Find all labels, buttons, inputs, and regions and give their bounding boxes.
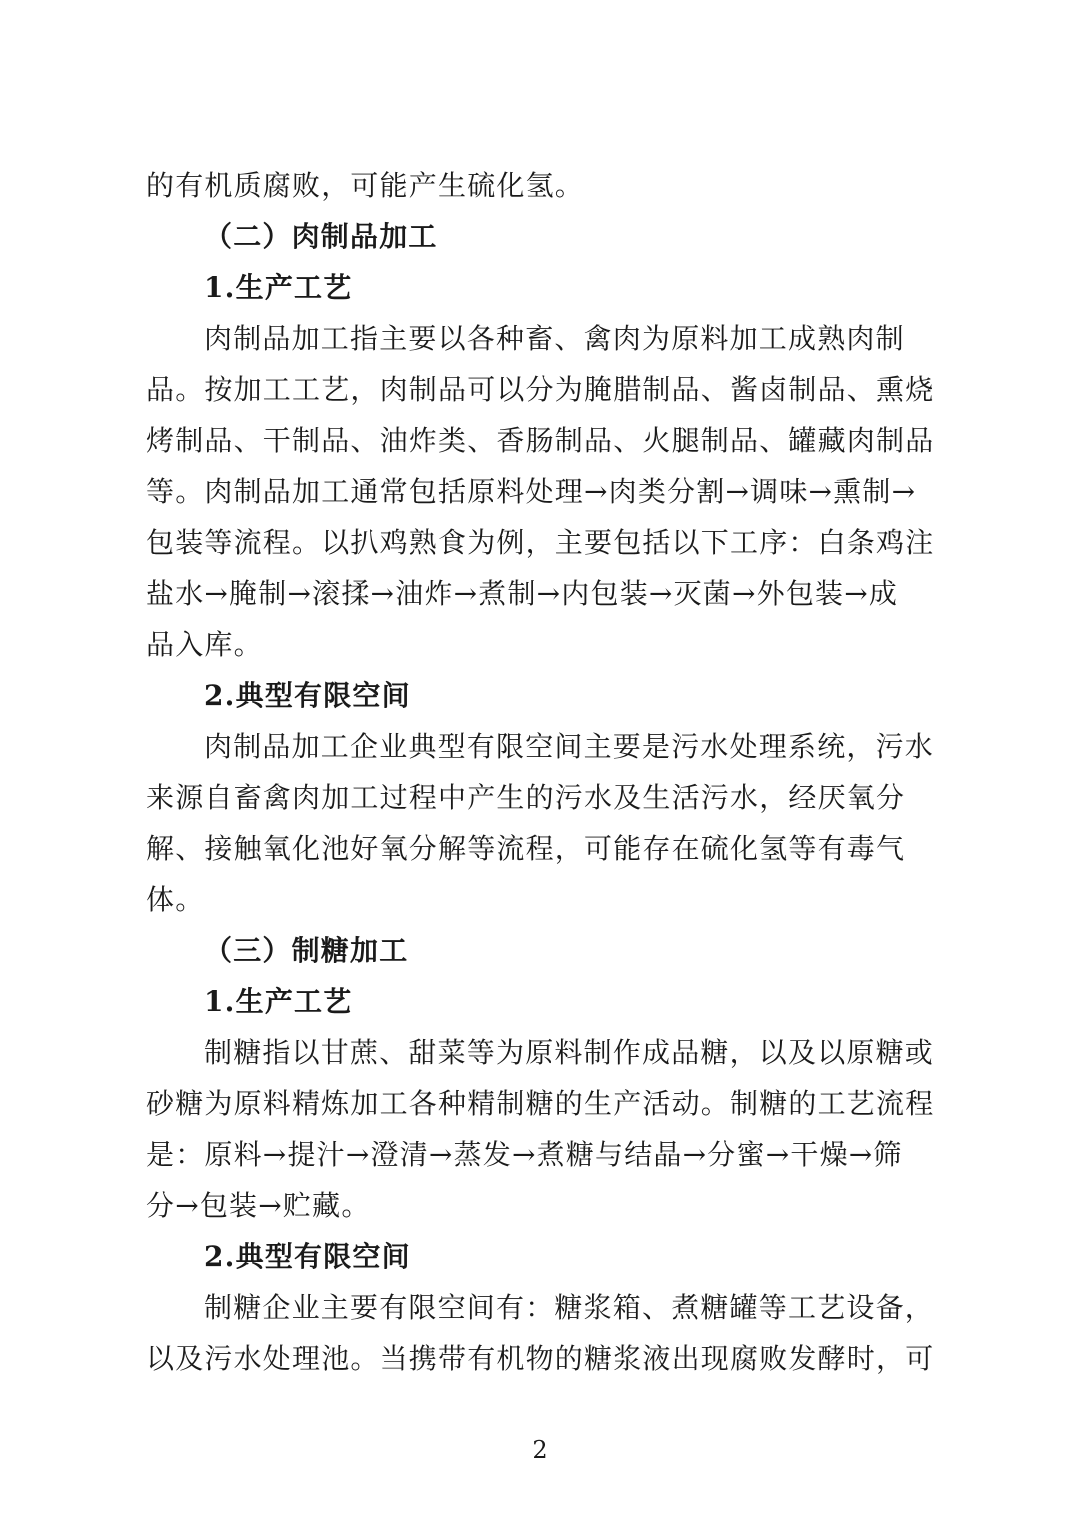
paragraph-line: 肉制品加工企业典型有限空间主要是污水处理系统，污水	[204, 730, 935, 763]
subsection-heading: 2.典型有限空间	[204, 1240, 411, 1273]
paragraph-line: 品入库。	[146, 628, 263, 661]
section-heading: （三）制糖加工	[204, 934, 409, 967]
paragraph-line: 砂糖为原料精炼加工各种精制糖的生产活动。制糖的工艺流程	[146, 1087, 935, 1120]
paragraph-line: 等。肉制品加工通常包括原料处理→肉类分割→调味→熏制→	[146, 475, 917, 508]
paragraph-line: 的有机质腐败，可能产生硫化氢。	[146, 169, 585, 202]
paragraph-line: 制糖企业主要有限空间有：糖浆箱、煮糖罐等工艺设备，	[204, 1291, 935, 1324]
paragraph-line: 以及污水处理池。当携带有机物的糖浆液出现腐败发酵时，可	[146, 1342, 935, 1375]
page-number: 2	[532, 1436, 548, 1464]
subsection-heading: 1.生产工艺	[204, 271, 353, 304]
paragraph-line: 盐水→腌制→滚揉→油炸→煮制→内包装→灭菌→外包装→成	[146, 577, 899, 610]
section-heading: （二）肉制品加工	[204, 220, 438, 253]
paragraph-line: 体。	[146, 883, 205, 916]
paragraph-line: 是：原料→提汁→澄清→蒸发→煮糖与结晶→分蜜→干燥→筛	[146, 1138, 903, 1171]
paragraph-line: 分→包装→贮藏。	[146, 1189, 371, 1222]
paragraph-line: 肉制品加工指主要以各种畜、禽肉为原料加工成熟肉制	[204, 322, 905, 355]
paragraph-line: 包装等流程。以扒鸡熟食为例，主要包括以下工序：白条鸡注	[146, 526, 935, 559]
paragraph-line: 解、接触氧化池好氧分解等流程，可能存在硫化氢等有毒气	[146, 832, 906, 865]
paragraph-line: 品。按加工工艺，肉制品可以分为腌腊制品、酱卤制品、熏烧	[146, 373, 935, 406]
paragraph-line: 制糖指以甘蔗、甜菜等为原料制作成品糖，以及以原糖或	[204, 1036, 935, 1069]
subsection-heading: 2.典型有限空间	[204, 679, 411, 712]
paragraph-line: 烤制品、干制品、油炸类、香肠制品、火腿制品、罐藏肉制品	[146, 424, 935, 457]
paragraph-line: 来源自畜禽肉加工过程中产生的污水及生活污水，经厌氧分	[146, 781, 906, 814]
subsection-heading: 1.生产工艺	[204, 985, 353, 1018]
